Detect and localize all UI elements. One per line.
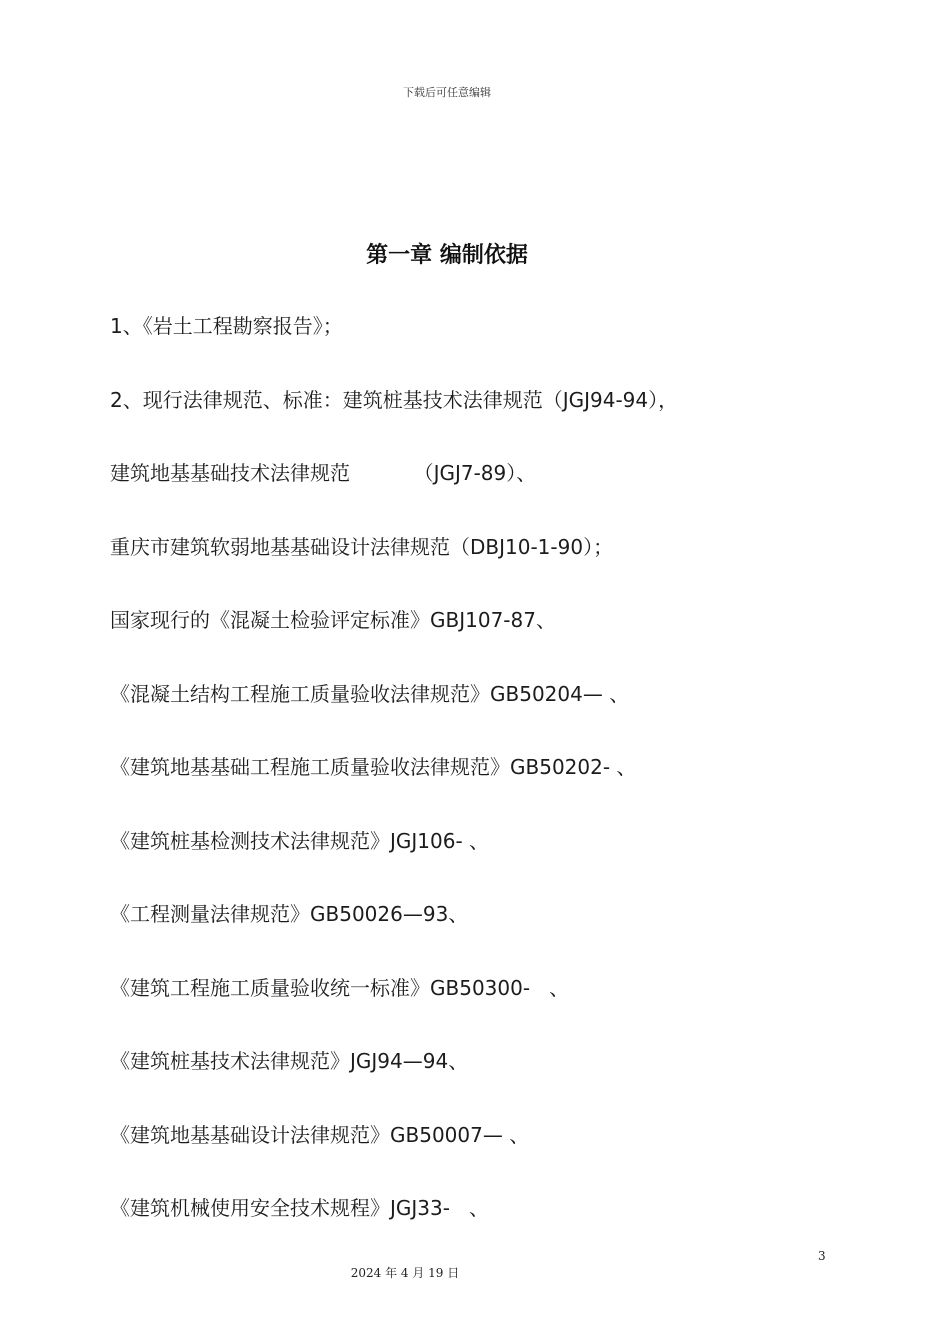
body-line: 《建筑地基基础设计法律规范》GB50007— 、 <box>110 1122 530 1147</box>
body-line: 《工程测量法律规范》GB50026—93、 <box>110 902 469 926</box>
footer-date: 2024 年 4 月 19 日 <box>350 1266 460 1280</box>
body-line: 重庆市建筑软弱地基基础设计法律规范（DBJ10-1-90）； <box>110 534 614 559</box>
body-line: 《建筑工程施工质量验收统一标准》GB50300- 、 <box>110 975 570 1000</box>
header-note: 下载后可任意编辑 <box>403 86 491 99</box>
body-line: 国家现行的《混凝土检验评定标准》GBJ107-87、 <box>110 608 556 632</box>
page-number: 3 <box>818 1249 826 1263</box>
chapter-title: 第一章 编制依据 <box>366 243 528 268</box>
body-line: 《建筑地基基础工程施工质量验收法律规范》GB50202- 、 <box>110 755 637 779</box>
body-line: 《建筑桩基检测技术法律规范》JGJ106- 、 <box>110 828 490 853</box>
body-line: 《混凝土结构工程施工质量验收法律规范》GB50204— 、 <box>110 681 630 706</box>
body-text <box>110 309 830 1265</box>
body-line: 《建筑桩基技术法律规范》JGJ94—94、 <box>110 1049 469 1073</box>
body-line: 建筑地基基础技术法律规范 （JGJ7-89）、 <box>110 461 537 485</box>
body-line: 1、《岩土工程勘察报告》； <box>110 314 343 338</box>
body-line: 2、现行法律规范、标准：建筑桩基技术法律规范（JGJ94-94）， <box>110 387 679 412</box>
body-line: 《建筑机械使用安全技术规程》JGJ33- 、 <box>110 1196 490 1220</box>
